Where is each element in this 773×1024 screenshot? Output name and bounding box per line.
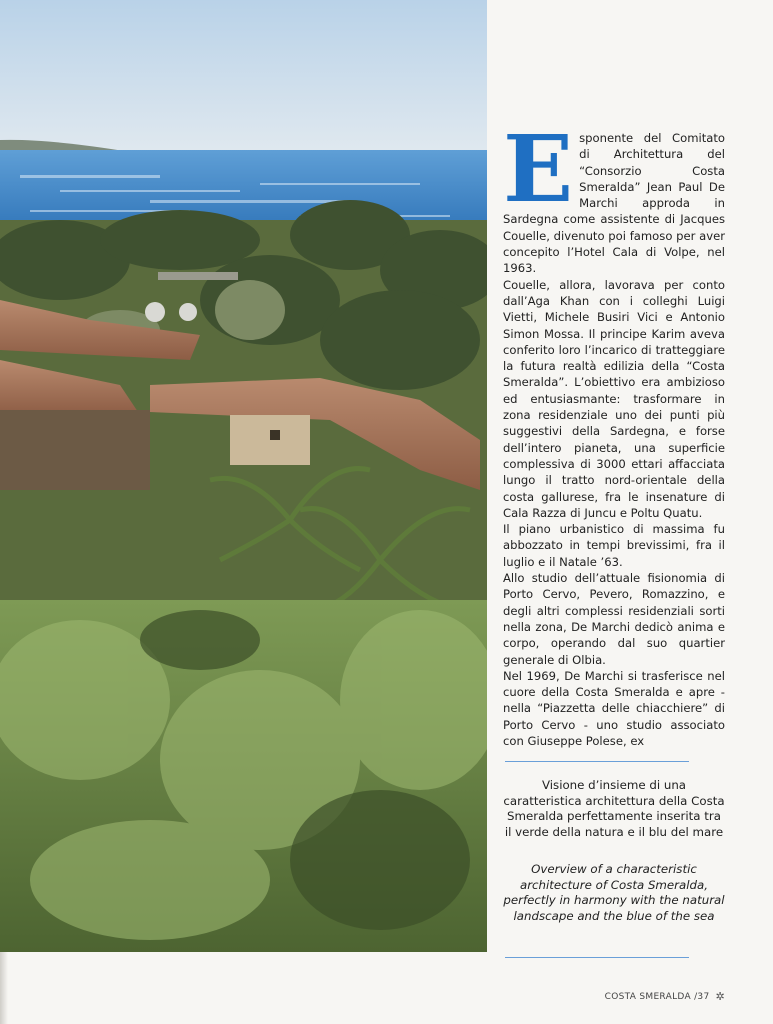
photo-caption-italian: Visione d’insieme di una caratteristica architettura della Costa Smeralda perfettamente inserita tra il verde della natura e il blu del mare <box>503 778 725 839</box>
drop-cap: E <box>503 115 574 223</box>
article-body <box>503 115 725 749</box>
article-paragraph: Il piano urbanistico di massima fu abbozzato in tempi brevissimi, fra il luglio e il Natale ’63. <box>503 522 725 569</box>
caption-top-rule <box>505 761 689 762</box>
caption-bottom-rule <box>505 957 689 958</box>
photo-caption-english: Overview of a characteristic architecture of Costa Smeralda, perfectly in harmony with the natural landscape and the blue of the sea <box>503 862 725 923</box>
running-head: COSTA SMERALDA /37 <box>604 991 710 1002</box>
article-paragraph: sponente del Comitato di Architettura del “Consorzio Costa Smeralda” Jean Paul De Marchi approda in Sardegna come assistente di Jacques Couelle, divenuto poi famoso per aver concepito l’Hotel Cala di Volpe, nel 1963. <box>503 131 725 276</box>
article-paragraph: Allo studio dell’attuale fisionomia di Porto Cervo, Pevero, Romazzino, e degli altri complessi residenziali sorti nella zona, De Marchi dedicò anima e corpo, operando dal suo quartier generale di Olbia. <box>503 571 725 667</box>
ornament-icon: ✲ <box>715 990 725 1003</box>
article-paragraph: Nel 1969, De Marchi si trasferisce nel cuore della Costa Smeralda e apre - nella “Piazzetta delle chiacchiere” di Porto Cervo - uno studio associato con Giuseppe Polese, ex <box>503 668 725 748</box>
article-paragraph: Couelle, allora, lavorava per conto dall’Aga Khan con i colleghi Luigi Vietti, Michele Busiri Vici e Antonio Simon Mossa. Il principe Karim aveva conferito loro l’incarico di tratteggiare la futura realtà edilizia della “Costa Smeralda”. L’obiettivo era ambizioso ed entusiasmante: trasformare in zona residenziale uno dei punti più suggestivi della Sardegna, e forse dell’intero pianeta, una superficie complessiva di 3000 ettari affacciata lungo il tratto nord-orientale della costa gallurese, fra le insenature di Cala Razza di Juncu e Poltu Quatu. <box>503 277 725 520</box>
page-footer <box>605 990 725 1003</box>
